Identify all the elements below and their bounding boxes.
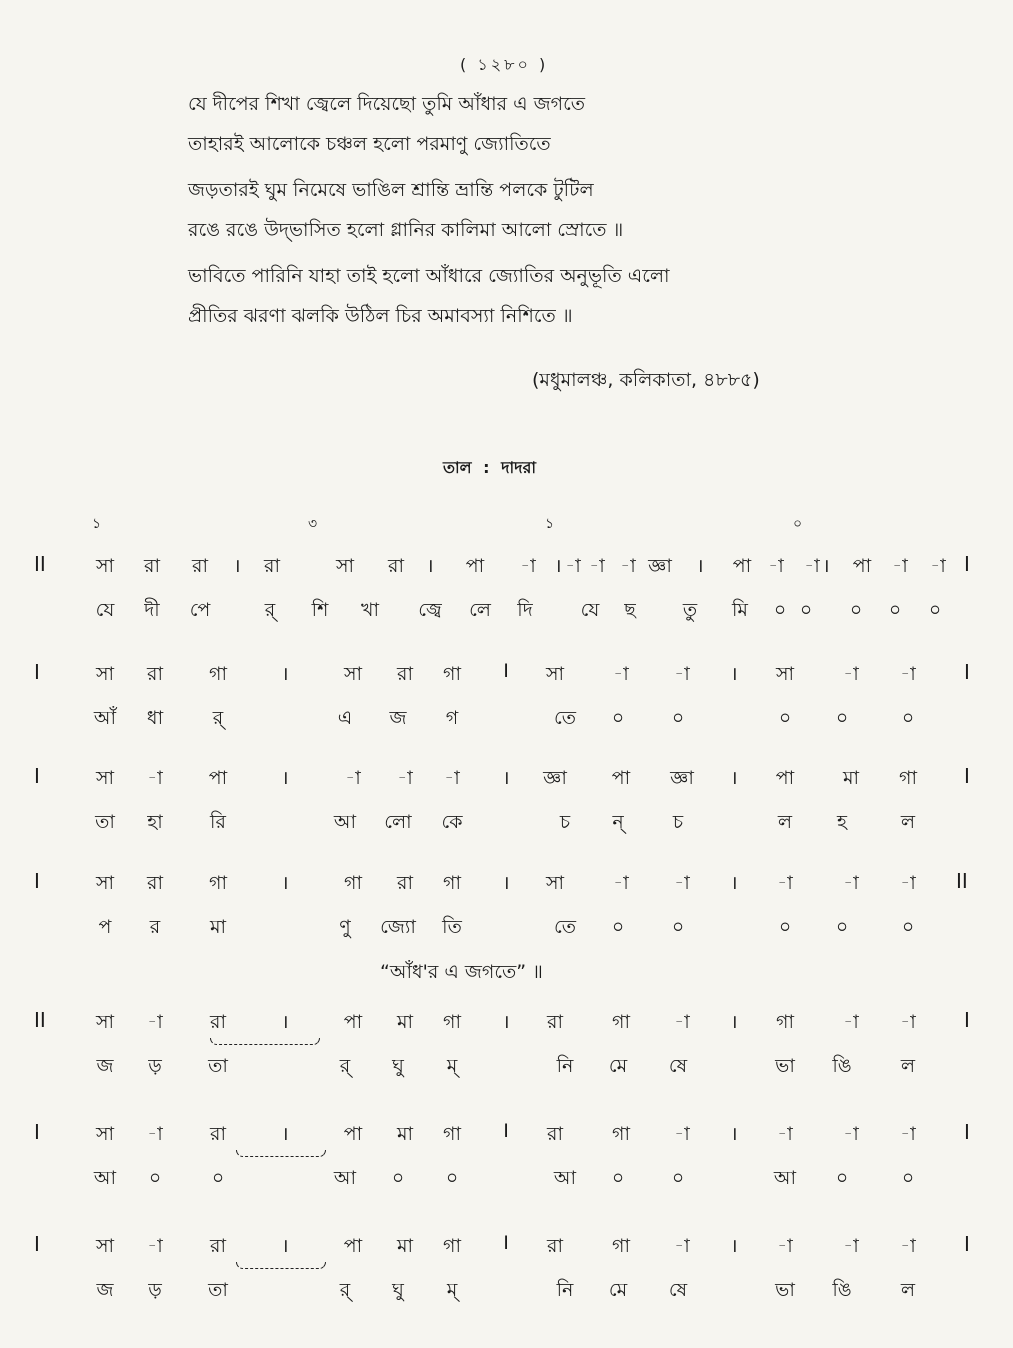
swara-note: -া — [147, 1235, 163, 1257]
swara-note: -া — [674, 663, 690, 685]
swara-note: -া — [900, 1235, 916, 1257]
lyric-syllable: ০ — [835, 1167, 849, 1189]
lyric-syllable: খা — [361, 599, 379, 621]
lyric-syllable: ড় — [148, 1055, 162, 1077]
swara-note: সা — [343, 663, 363, 685]
swara-note: -া — [147, 1011, 163, 1033]
lyric-syllable: ০ — [778, 916, 792, 938]
lyric-syllable: মা — [209, 916, 227, 938]
swara-note: -া — [620, 555, 636, 577]
division-barline: I — [503, 1120, 509, 1142]
lyric-syllable: এ — [337, 707, 353, 729]
lyric-syllable: ল — [900, 1279, 916, 1301]
lyric-syllable: ম্ — [446, 1279, 458, 1301]
swara-note: -া — [900, 1123, 916, 1145]
lyric-syllable: ০ — [611, 1167, 625, 1189]
swara-note: পা — [852, 555, 872, 577]
swara-note: রা — [388, 555, 404, 577]
lyric-syllable: ০ — [211, 1167, 225, 1189]
lyric-syllable: ছ — [624, 599, 636, 621]
lyric-syllable: শি — [311, 599, 329, 621]
swara-note: সা — [545, 872, 565, 894]
lyric-syllable: ঙি — [832, 1279, 852, 1301]
lyric-syllable: লে — [469, 599, 491, 621]
lyric-syllable: ০ — [671, 1167, 685, 1189]
lyric-syllable: ধা — [146, 707, 164, 729]
swara-note: -া — [147, 1123, 163, 1145]
lyric-syllable: ০ — [901, 916, 915, 938]
lyric-syllable: ০ — [148, 1167, 162, 1189]
lyric-syllable: নি — [556, 1279, 574, 1301]
poem-line: প্রীতির ঝরণা ঝলকি উঠিল চির অমাবস্যা নিশিতে ॥ — [188, 305, 573, 327]
poem-line: ভাবিতে পারিনি যাহা তাই হলো আঁধারে জ্যোতির অনুভূতি এলো — [188, 265, 670, 287]
division-barline: । — [502, 767, 510, 789]
swara-note: রা — [547, 1123, 563, 1145]
swara-note: গা — [612, 1235, 630, 1257]
taal-heading — [443, 455, 542, 482]
lyric-syllable: মে — [608, 1279, 628, 1301]
lyric-syllable: গ — [445, 707, 459, 729]
division-barline: । — [730, 663, 738, 685]
phrase-reference: “আঁধ'র এ জগতে” ॥ — [380, 961, 543, 983]
beat-marker: ৩ — [308, 516, 318, 532]
swara-note: সা — [95, 1011, 115, 1033]
lyric-syllable: ০ — [888, 599, 902, 621]
lyric-syllable: চ — [559, 811, 571, 833]
beat-marker: ০ — [793, 516, 803, 532]
division-barline: । — [730, 767, 738, 789]
swara-note: সা — [95, 872, 115, 894]
lyric-syllable: জ — [96, 1279, 114, 1301]
division-barline: । — [696, 555, 704, 577]
division-barline: । — [502, 1011, 510, 1033]
lyric-syllable: ণু — [339, 916, 351, 938]
lyric-syllable: কে — [441, 811, 463, 833]
division-barline: । — [281, 1235, 289, 1257]
lyric-syllable: জ — [389, 707, 407, 729]
lyric-syllable: ০ — [445, 1167, 459, 1189]
swara-note: -া — [444, 767, 460, 789]
lyric-syllable: র — [149, 916, 161, 938]
swara-note: সা — [95, 767, 115, 789]
swara-note: -া — [147, 767, 163, 789]
division-barline: । — [730, 1235, 738, 1257]
swara-note: গা — [344, 872, 362, 894]
swara-note: -া — [589, 555, 605, 577]
swara-note: -া — [345, 767, 361, 789]
swara-note: জ্ঞা — [543, 767, 567, 789]
swara-note: গা — [443, 1235, 461, 1257]
swara-note: -া — [900, 663, 916, 685]
swara-note: -া — [674, 1011, 690, 1033]
swara-note: -া — [674, 1123, 690, 1145]
swara-note: রা — [147, 663, 163, 685]
swara-note: জ্ঞা — [648, 555, 672, 577]
lyric-syllable: তে — [554, 916, 576, 938]
swara-note: সা — [775, 663, 795, 685]
swara-note: -া — [768, 555, 784, 577]
swara-note: গা — [776, 1011, 794, 1033]
swara-note: গা — [443, 663, 461, 685]
poem-line: যে দীপের শিখা জ্বেলে দিয়েছো তুমি আঁধার এ জগতে — [188, 93, 586, 115]
swara-note: রা — [210, 1123, 226, 1145]
poem-line: জড়তারই ঘুম নিমেষে ভাঙিল শ্রান্তি ভ্রান্তি পলকে টুটিল — [188, 179, 594, 201]
row-start-barline: I — [34, 1232, 40, 1256]
division-barline: । — [730, 1123, 738, 1145]
division-barline: । — [281, 663, 289, 685]
lyric-syllable: নি — [556, 1055, 574, 1077]
swara-note: রা — [210, 1235, 226, 1257]
swara-note: মা — [396, 1123, 414, 1145]
lyric-syllable: জ্বে — [418, 599, 442, 621]
lyric-syllable: প — [98, 916, 112, 938]
swara-note: সা — [95, 555, 115, 577]
division-barline: । — [233, 555, 241, 577]
row-end-barline: I — [964, 552, 970, 576]
row-end-barline: I — [964, 1232, 970, 1256]
lyric-syllable: ঘু — [392, 1055, 404, 1077]
beat-marker: ১ — [92, 516, 102, 532]
swara-note: -া — [674, 872, 690, 894]
taal-label: তাল — [443, 458, 472, 477]
swara-note: গা — [443, 872, 461, 894]
division-barline: । — [281, 1011, 289, 1033]
row-start-barline: II — [34, 552, 46, 576]
lyric-syllable: জ্যো — [380, 916, 416, 938]
swara-note: মা — [396, 1011, 414, 1033]
swara-note: সা — [545, 663, 565, 685]
lyric-syllable: ম্ — [446, 1055, 458, 1077]
lyric-syllable: দি — [517, 599, 533, 621]
lyric-syllable: হ — [837, 811, 847, 833]
swara-note: -া — [674, 1235, 690, 1257]
lyric-syllable: ০ — [799, 599, 813, 621]
meend-slur — [236, 1150, 326, 1157]
lyric-syllable: ০ — [671, 916, 685, 938]
meend-slur — [210, 1038, 320, 1045]
division-barline: । — [281, 1123, 289, 1145]
lyric-syllable: ০ — [928, 599, 942, 621]
row-start-barline: I — [34, 869, 40, 893]
swara-note: মা — [396, 1235, 414, 1257]
swara-note: পা — [775, 767, 795, 789]
citation: (মধুমালঞ্চ, কলিকাতা, ৪৮৮৫) — [532, 369, 760, 391]
poem-block — [188, 92, 828, 328]
lyric-syllable: র্ — [264, 599, 276, 621]
swara-note: -া — [613, 872, 629, 894]
lyric-syllable: ০ — [901, 1167, 915, 1189]
row-start-barline: I — [34, 1120, 40, 1144]
swara-note: রা — [144, 555, 160, 577]
swara-note: পা — [343, 1011, 363, 1033]
lyric-syllable: র্ — [212, 707, 224, 729]
row-start-barline: II — [34, 1008, 46, 1032]
lyric-syllable: আ — [773, 1167, 797, 1189]
lyric-syllable: জ — [96, 1055, 114, 1077]
lyric-syllable: তা — [95, 811, 115, 833]
swara-note: -া — [613, 663, 629, 685]
lyric-syllable: ল — [900, 811, 916, 833]
swara-note: -া — [777, 1235, 793, 1257]
lyric-syllable: লো — [384, 811, 412, 833]
swara-note: রা — [397, 663, 413, 685]
lyric-syllable: ০ — [611, 707, 625, 729]
swara-note: পা — [343, 1123, 363, 1145]
swara-note: -া — [777, 872, 793, 894]
lyric-syllable: পে — [189, 599, 211, 621]
swara-note: রা — [397, 872, 413, 894]
lyric-syllable: ০ — [835, 916, 849, 938]
swara-note: -া — [397, 767, 413, 789]
division-barline: । — [730, 872, 738, 894]
lyric-syllable: ভা — [775, 1055, 795, 1077]
lyric-syllable: ০ — [778, 707, 792, 729]
swara-note: গা — [612, 1123, 630, 1145]
lyric-syllable: তে — [554, 707, 576, 729]
swara-note: -া — [843, 1011, 859, 1033]
swara-note: -া — [843, 872, 859, 894]
lyric-syllable: তি — [442, 916, 462, 938]
swara-note: -া — [892, 555, 908, 577]
division-barline: । — [822, 555, 830, 577]
lyric-syllable: দী — [144, 599, 160, 621]
lyric-syllable: যে — [95, 599, 115, 621]
swara-note: মা — [842, 767, 860, 789]
row-end-barline: I — [964, 1120, 970, 1144]
row-start-barline: I — [34, 764, 40, 788]
swara-note: রা — [547, 1235, 563, 1257]
row-end-barline: II — [956, 869, 968, 893]
swara-note: গা — [612, 1011, 630, 1033]
poem-line: রঙে রঙে উদ্‌ভাসিত হলো গ্লানির কালিমা আলো স্রোতে ॥ — [188, 219, 624, 241]
swara-note: -া — [843, 1123, 859, 1145]
lyric-syllable: ঙি — [832, 1055, 852, 1077]
swara-note: রা — [147, 872, 163, 894]
row-end-barline: I — [964, 764, 970, 788]
poem-line: তাহারই আলোকে চঞ্চল হলো পরমাণু জ্যোতিতে — [188, 133, 551, 155]
division-barline: I — [503, 1232, 509, 1254]
swara-note: সা — [335, 555, 355, 577]
swara-note: সা — [95, 1123, 115, 1145]
swara-note: রা — [192, 555, 208, 577]
lyric-syllable: আঁ — [93, 707, 117, 729]
lyric-syllable: র্ — [339, 1279, 351, 1301]
swara-note: পা — [611, 767, 631, 789]
swara-note: রা — [264, 555, 280, 577]
taal-separator: : — [483, 458, 490, 477]
lyric-syllable: তা — [208, 1055, 228, 1077]
swara-note: -া — [930, 555, 946, 577]
swara-note: পা — [732, 555, 752, 577]
swara-note: -া — [777, 1123, 793, 1145]
division-barline: । — [554, 555, 562, 577]
lyric-syllable: ভা — [775, 1279, 795, 1301]
lyric-syllable: ষে — [668, 1279, 688, 1301]
lyric-syllable: আ — [333, 811, 357, 833]
division-barline: । — [426, 555, 434, 577]
lyric-syllable: আ — [553, 1167, 577, 1189]
lyric-syllable: ০ — [671, 707, 685, 729]
swara-note: সা — [95, 663, 115, 685]
row-end-barline: I — [964, 1008, 970, 1032]
lyric-syllable: যে — [580, 599, 600, 621]
swara-note: পা — [208, 767, 228, 789]
division-barline: । — [281, 872, 289, 894]
taal-name: দাদরা — [501, 458, 537, 477]
lyric-syllable: ষে — [668, 1055, 688, 1077]
lyric-syllable: ০ — [391, 1167, 405, 1189]
meend-slur — [236, 1262, 326, 1269]
swara-note: সা — [95, 1235, 115, 1257]
swara-note: গা — [209, 872, 227, 894]
swara-note: -া — [565, 555, 581, 577]
lyric-syllable: চ — [672, 811, 684, 833]
lyric-syllable: ০ — [849, 599, 863, 621]
swara-note: -া — [520, 555, 536, 577]
swara-note: -া — [900, 872, 916, 894]
division-barline: I — [503, 660, 509, 682]
lyric-syllable: ল — [900, 1055, 916, 1077]
division-barline: । — [502, 872, 510, 894]
lyric-syllable: আ — [333, 1167, 357, 1189]
swara-note: গা — [443, 1123, 461, 1145]
lyric-syllable: ল — [777, 811, 793, 833]
swara-note: পা — [465, 555, 485, 577]
swara-note: গা — [443, 1011, 461, 1033]
swara-note: -া — [900, 1011, 916, 1033]
beat-marker: ১ — [545, 516, 555, 532]
lyric-syllable: ০ — [901, 707, 915, 729]
lyric-syllable: মে — [608, 1055, 628, 1077]
division-barline: । — [281, 767, 289, 789]
swara-note: রা — [210, 1011, 226, 1033]
lyric-syllable: ঘু — [392, 1279, 404, 1301]
swara-note: -া — [843, 663, 859, 685]
swara-note: -া — [804, 555, 820, 577]
swara-note: গা — [899, 767, 917, 789]
lyric-syllable: ০ — [611, 916, 625, 938]
division-barline: । — [730, 1011, 738, 1033]
row-start-barline: I — [34, 660, 40, 684]
swara-note: রা — [547, 1011, 563, 1033]
swara-note: -া — [843, 1235, 859, 1257]
row-end-barline: I — [964, 660, 970, 684]
lyric-syllable: রি — [210, 811, 226, 833]
lyric-syllable: তু — [682, 599, 698, 621]
lyric-syllable: তা — [208, 1279, 228, 1301]
lyric-syllable: ০ — [773, 599, 787, 621]
lyric-syllable: ০ — [835, 707, 849, 729]
swara-note: জ্ঞা — [670, 767, 694, 789]
lyric-syllable: ন্ — [612, 811, 624, 833]
lyric-syllable: হা — [147, 811, 163, 833]
lyric-syllable: আ — [93, 1167, 117, 1189]
lyric-syllable: মি — [732, 599, 748, 621]
page-number: ( ১২৮০ ) — [460, 55, 549, 74]
swara-note: গা — [209, 663, 227, 685]
swara-note: পা — [343, 1235, 363, 1257]
lyric-syllable: র্ — [339, 1055, 351, 1077]
lyric-syllable: ড় — [148, 1279, 162, 1301]
